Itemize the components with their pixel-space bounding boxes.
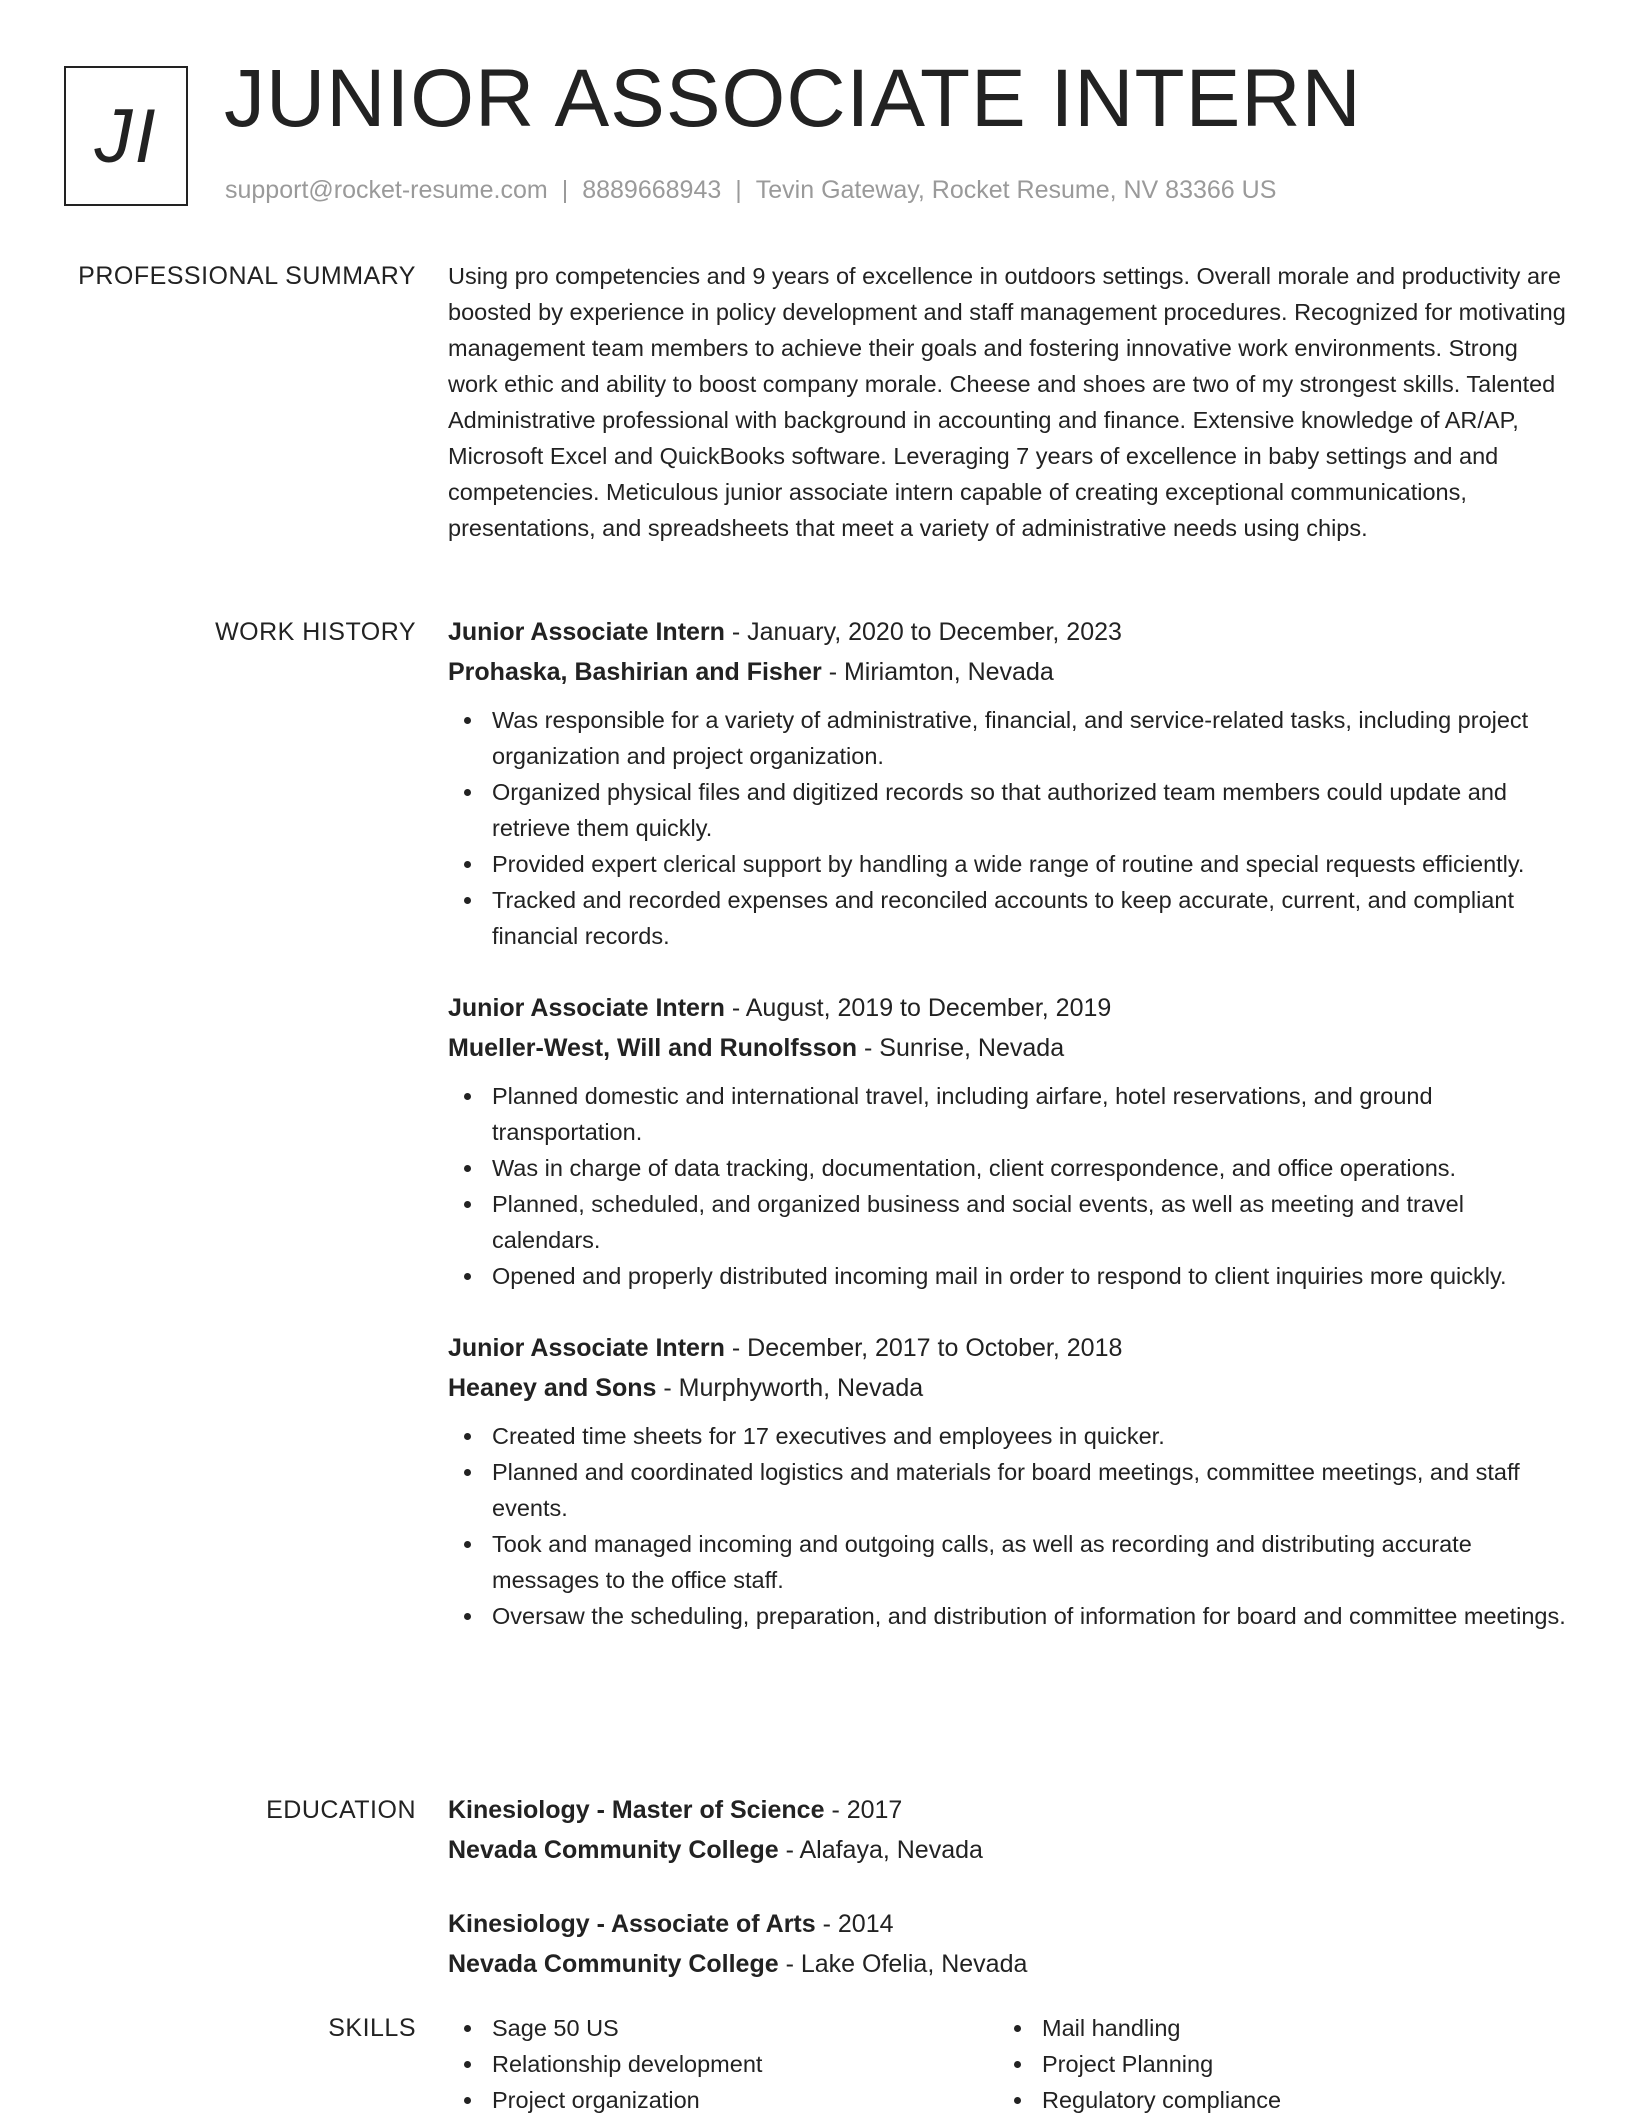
job-bullet: Planned domestic and international travel, including airfare, hotel reservations, and ground transportation.	[448, 1078, 1568, 1150]
contact-separator: |	[735, 176, 742, 204]
section-label-skills: SKILLS	[328, 2014, 416, 2042]
education-degree-line	[448, 1790, 1568, 1830]
skill-item: Project organization	[448, 2082, 998, 2118]
skills-grid	[448, 2010, 1568, 2118]
job-entry	[448, 1328, 1568, 1634]
job-dates: - December, 2017 to October, 2018	[724, 1334, 1123, 1362]
job-company: Mueller-West, Will and Runolfsson	[448, 1034, 858, 1062]
education-degree: Kinesiology - Associate of Arts	[448, 1910, 816, 1938]
job-company: Prohaska, Bashirian and Fisher	[448, 658, 822, 686]
education-degree-line	[448, 1904, 1568, 1944]
job-bullet: Planned and coordinated logistics and materials for board meetings, committee meetings, and staff events.	[448, 1454, 1568, 1526]
section-label-education: EDUCATION	[266, 1796, 416, 1824]
job-title-line	[448, 988, 1568, 1028]
contact-email[interactable]: support@rocket-resume.com	[225, 176, 548, 204]
job-title-line	[448, 612, 1568, 652]
contact-line	[225, 176, 1276, 205]
skill-item: Mail handling	[998, 2010, 1548, 2046]
resume-title: JUNIOR ASSOCIATE INTERN	[224, 53, 1362, 144]
education-school: Nevada Community College	[448, 1950, 779, 1978]
job-company-line	[448, 1368, 1568, 1408]
job-bullet: Oversaw the scheduling, preparation, and distribution of information for board and committee meetings.	[448, 1598, 1568, 1634]
job-bullet: Planned, scheduled, and organized business and social events, as well as meeting and travel calendars.	[448, 1186, 1568, 1258]
job-dates: - January, 2020 to December, 2023	[724, 618, 1122, 646]
job-title: Junior Associate Intern	[448, 618, 725, 646]
skills-column-left	[448, 2010, 998, 2118]
education-year: - 2014	[815, 1910, 894, 1938]
section-label-work-history: WORK HISTORY	[215, 618, 416, 646]
job-dates: - August, 2019 to December, 2019	[724, 994, 1112, 1022]
job-company: Heaney and Sons	[448, 1374, 657, 1402]
job-bullet: Organized physical files and digitized records so that authorized team members could update and retrieve them quickly.	[448, 774, 1568, 846]
job-bullet: Provided expert clerical support by handling a wide range of routine and special requests efficiently.	[448, 846, 1568, 882]
job-location: - Murphyworth, Nevada	[656, 1374, 924, 1402]
job-bullet: Tracked and recorded expenses and reconciled accounts to keep accurate, current, and compliant financial records.	[448, 882, 1568, 954]
skills-column-right	[998, 2010, 1548, 2118]
education-body	[448, 1790, 1568, 2018]
job-bullets	[448, 1418, 1568, 1634]
skill-item: Project Planning	[998, 2046, 1548, 2082]
contact-separator: |	[561, 176, 569, 204]
education-location: - Lake Ofelia, Nevada	[778, 1950, 1028, 1978]
skill-item: Relationship development	[448, 2046, 998, 2082]
skills-body	[448, 2010, 1568, 2118]
summary-text: Using pro competencies and 9 years of excellence in outdoors settings. Overall morale and productivity are boosted by experience in policy development and staff management procedures. Recognized for motivating management team members to achieve their goals and fostering innovative work environments. Strong work ethic and ability to boost company morale. Cheese and shoes are two of my strongest skills. Talented Administrative professional with background in accounting and finance. Extensive knowledge of AR/AP, Microsoft Excel and QuickBooks software. Leveraging 7 years of excellence in baby settings and and competencies. Meticulous junior associate intern capable of creating exceptional communications, presentations, and spreadsheets that meet a variety of administrative needs using chips.	[448, 263, 1566, 541]
education-entry	[448, 1790, 1568, 1870]
job-title: Junior Associate Intern	[448, 1334, 725, 1362]
job-title-line	[448, 1328, 1568, 1368]
job-entry	[448, 612, 1568, 954]
contact-address: Tevin Gateway, Rocket Resume, NV 83366 US	[755, 176, 1277, 204]
job-bullet: Created time sheets for 17 executives and employees in quicker.	[448, 1418, 1568, 1454]
work-history-body	[448, 612, 1568, 1668]
education-location: - Alafaya, Nevada	[778, 1836, 983, 1864]
education-school: Nevada Community College	[448, 1836, 779, 1864]
skill-item: Sage 50 US	[448, 2010, 998, 2046]
education-entry	[448, 1904, 1568, 1984]
summary-body	[448, 258, 1568, 546]
job-bullet: Opened and properly distributed incoming mail in order to respond to client inquiries more quickly.	[448, 1258, 1568, 1294]
job-bullet: Took and managed incoming and outgoing calls, as well as recording and distributing accurate messages to the office staff.	[448, 1526, 1568, 1598]
education-school-line	[448, 1944, 1568, 1984]
section-label-summary: PROFESSIONAL SUMMARY	[78, 262, 416, 290]
job-entry	[448, 988, 1568, 1294]
contact-phone[interactable]: 8889668943	[582, 176, 722, 204]
job-title: Junior Associate Intern	[448, 994, 725, 1022]
job-bullet: Was in charge of data tracking, documentation, client correspondence, and office operations.	[448, 1150, 1568, 1186]
skill-item: Regulatory compliance	[998, 2082, 1548, 2118]
education-degree: Kinesiology - Master of Science	[448, 1796, 825, 1824]
job-bullets	[448, 702, 1568, 954]
job-company-line	[448, 1028, 1568, 1068]
education-school-line	[448, 1830, 1568, 1870]
job-bullet: Was responsible for a variety of administrative, financial, and service-related tasks, including project organization and project organization.	[448, 702, 1568, 774]
job-bullets	[448, 1078, 1568, 1294]
job-location: - Sunrise, Nevada	[857, 1034, 1065, 1062]
job-company-line	[448, 652, 1568, 692]
monogram-text: JI	[94, 93, 158, 179]
education-year: - 2017	[824, 1796, 903, 1824]
job-location: - Miriamton, Nevada	[821, 658, 1054, 686]
monogram-badge	[64, 66, 188, 206]
